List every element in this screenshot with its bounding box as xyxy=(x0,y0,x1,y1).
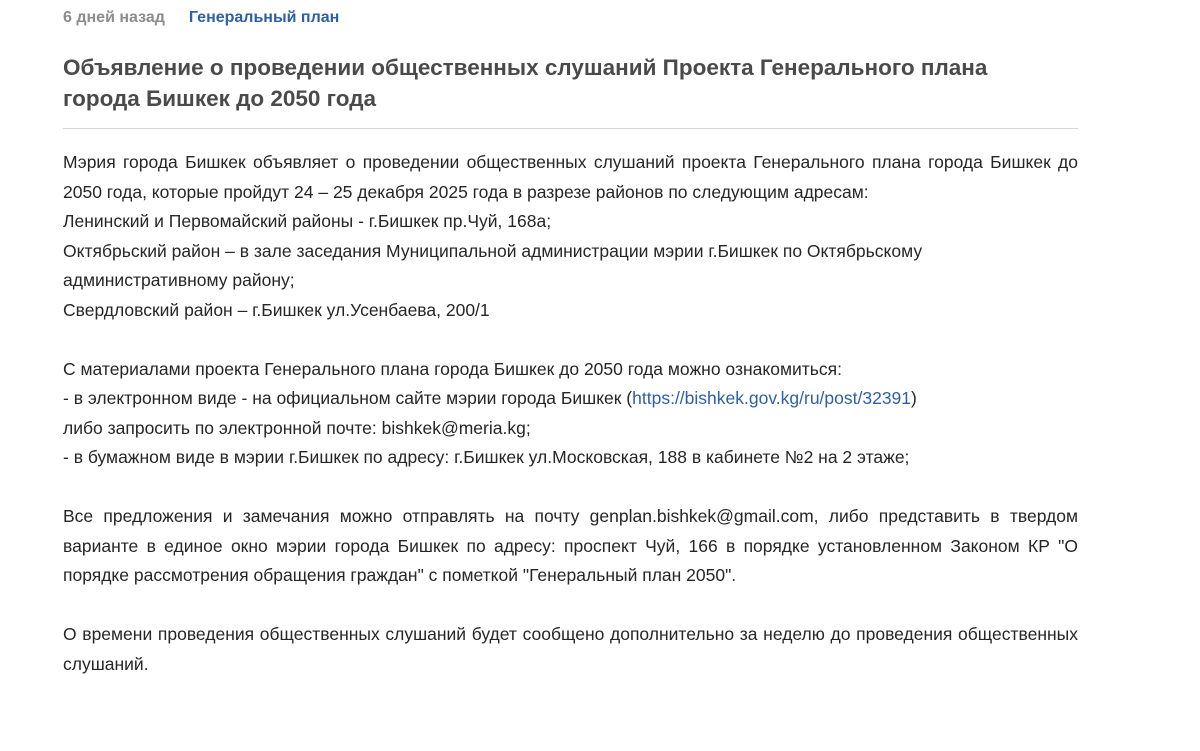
paragraph-gap xyxy=(63,325,1078,355)
article-title: Объявление о проведении общественных слушаний Проекта Генерального плана города Бишкек до 2050 года xyxy=(63,55,988,111)
publish-date: 6 дней назад xyxy=(63,9,165,26)
address-leninsky-pervomaisky: Ленинский и Первомайский районы - г.Бишкек пр.Чуй, 168а; xyxy=(63,211,552,231)
materials-electronic-prefix: - в электронном виде - на официальном сайте мэрии города Бишкек ( xyxy=(63,388,633,408)
article-body xyxy=(63,148,1078,679)
materials-paper: - в бумажном виде в мэрии г.Бишкек по адресу: г.Бишкек ул.Московская, 188 в кабинете №2 на 2 этаже; xyxy=(63,447,910,467)
closing-paragraph: О времени проведения общественных слушаний будет сообщено дополнительно за неделю до проведения общественных слушаний. xyxy=(63,624,1078,674)
official-site-link[interactable]: https://bishkek.gov.kg/ru/post/32391 xyxy=(632,388,912,408)
intro-paragraph: Мэрия города Бишкек объявляет о проведении общественных слушаний проекта Генерального плана города Бишкек до 2050 года, которые пройдут 24 – 25 декабря 2025 года в разрезе районов по следующим адресам: xyxy=(63,152,1078,202)
materials-email: либо запросить по электронной почте: bishkek@meria.kg; xyxy=(63,417,531,438)
address-sverdlovsky: Свердловский район – г.Бишкек ул.Усенбаева, 200/1 xyxy=(63,299,490,320)
materials-heading: С материалами проекта Генерального плана города Бишкек до 2050 года можно ознакомиться: xyxy=(63,358,842,379)
article-meta xyxy=(63,7,339,29)
address-oktyabrsky: Октябрьский район – в зале заседания Муниципальной администрации мэрии г.Бишкек по Октябрьскому административному району; xyxy=(63,240,923,290)
title-divider xyxy=(63,128,1078,129)
materials-electronic-suffix: ) xyxy=(911,388,917,408)
materials-electronic xyxy=(63,384,1078,414)
category-link[interactable]: Генеральный план xyxy=(188,9,340,26)
paragraph-gap xyxy=(63,473,1078,503)
paragraph-gap xyxy=(63,591,1078,621)
proposals-paragraph: Все предложения и замечания можно отправлять на почту genplan.bishkek@gmail.com, либо представить в твердом варианте в единое окно мэрии города Бишкек по адресу: проспект Чуй, 166 в порядке установленном Законом КР "О порядке рассмотрения обращения граждан" с пометкой "Генеральный план 2050". xyxy=(63,506,1078,585)
